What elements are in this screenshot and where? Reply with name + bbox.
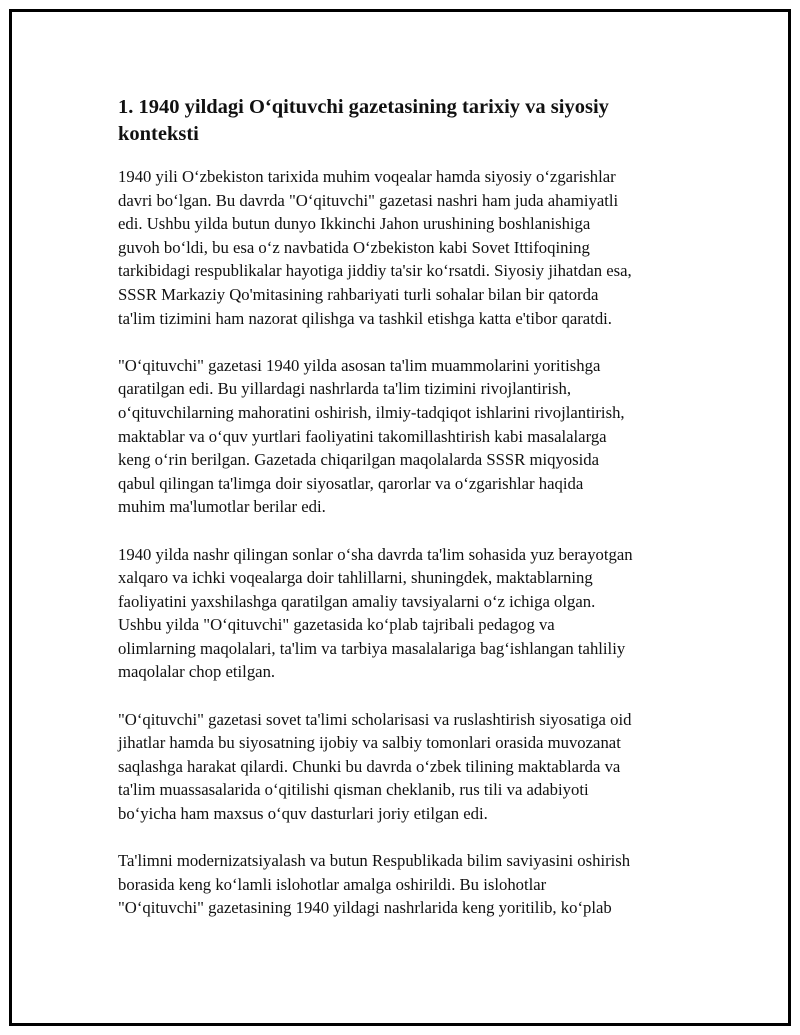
paragraph-1: 1940 yili O‘zbekiston tarixida muhim voqealar hamda siyosiy o‘zgarishlar davri bo‘lgan. Bu davrda "O‘qituvchi" gazetasi nashri ham juda ahamiyatli edi. Ushbu yilda butun dunyo Ikkinchi Jahon urushining boshlanishiga guvoh bo‘ldi, bu esa o‘z navbatida O‘zbekiston kabi Sovet Ittifoqining tarkibidagi respublikalar hayotiga jiddiy ta'sir ko‘rsatdi. Siyosiy jihatdan esa, SSSR Markaziy Qo'mitasining rahbariyati turli sohalar bilan bir qatorda ta'lim tizimini ham nazorat qilishga va tashkil etishga katta e'tibor qaratdi. — [118, 167, 632, 328]
section-heading: 1. 1940 yildagi O‘qituvchi gazetasining tarixiy va siyosiy konteksti — [118, 96, 609, 145]
document-body — [118, 94, 698, 944]
paragraph-2: "O‘qituvchi" gazetasi 1940 yilda asosan ta'lim muammolarini yoritishga qaratilgan edi. Bu yillardagi nashrlarda ta'lim tizimini rivojlantirish, o‘qituvchilarning mahoratini oshirish, ilmiy-tadqiqot ishlarini rivojlantirish, maktablar va o‘quv yurtlari faoliyatini takomillashtirish kabi masalalarga keng o‘rin berilgan. Gazetada chiqarilgan maqolalarda SSSR miqyosida qabul qilingan ta'limga doir siyosatlar, qarorlar va o‘zgarishlar haqida muhim ma'lumotlar berilar edi. — [118, 355, 625, 517]
paragraph-3: 1940 yilda nashr qilingan sonlar o‘sha davrda ta'lim sohasida yuz berayotgan xalqaro va ichki voqealarga doir tahlillarni, shuningdek, maktablarning faoliyatini yaxshilashga qaratilgan amaliy tavsiyalarni o‘z ichiga olgan. Ushbu yilda "O‘qituvchi" gazetasida ko‘plab tajribali pedagog va olimlarning maqolalari, ta'lim va tarbiya masalalariga bag‘ishlangan tahliliy maqolalar chop etilgan. — [118, 544, 633, 682]
paragraph-4: "O‘qituvchi" gazetasi sovet ta'limi scholarisasi va ruslashtirish siyosatiga oid jihatlar hamda bu siyosatning ijobiy va salbiy tomonlari orasida muvozanat saqlashga harakat qilardi. Chunki bu davrda o‘zbek tilining maktablarda va ta'lim muassasalarida o‘qitilishi qisman cheklanib, rus tili va adabiyoti bo‘yicha ham maxsus o‘quv dasturlari joriy etilgan edi. — [118, 709, 632, 824]
paragraph-5: Ta'limni modernizatsiyalash va butun Respublikada bilim saviyasini oshirish borasida keng ko‘lamli islohotlar amalga oshirildi. Bu islohotlar "O‘qituvchi" gazetasining 1940 yildagi nashrlarida keng yoritilib, ko‘plab — [118, 851, 631, 918]
